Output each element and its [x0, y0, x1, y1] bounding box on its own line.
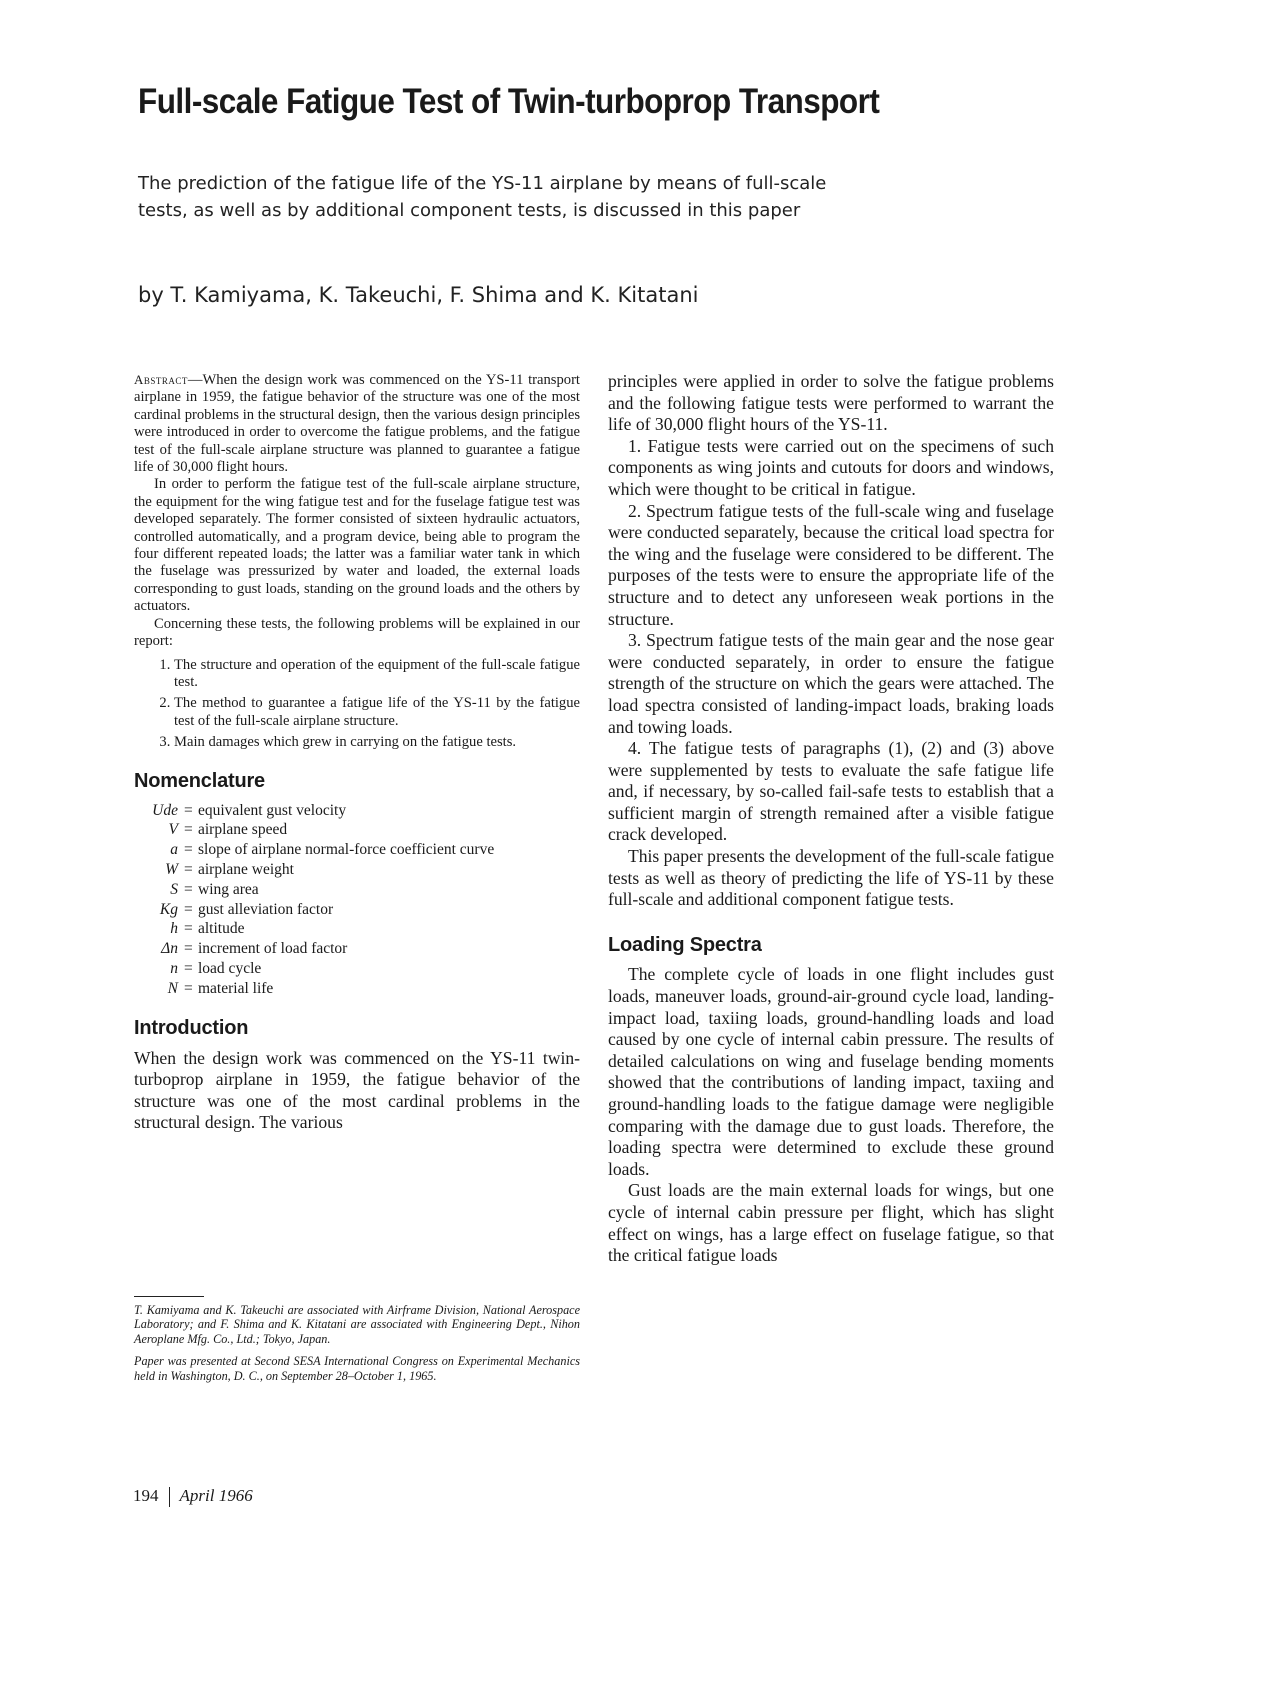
equals-sign: =	[184, 801, 193, 819]
nomenclature-definition: gust alleviation factor	[198, 900, 334, 918]
section-heading-nomenclature: Nomenclature	[134, 769, 265, 792]
abstract-paragraph: Concerning these tests, the following problems will be explained in our report:	[134, 615, 580, 650]
nomenclature-definition: increment of load factor	[198, 940, 348, 958]
nomenclature-definition: altitude	[198, 920, 245, 938]
nomenclature-item	[134, 979, 580, 999]
nomenclature-symbol: h	[170, 920, 178, 938]
nomenclature-symbol: Δn	[161, 940, 178, 958]
nomenclature-definition: load cycle	[198, 959, 262, 977]
section-heading-introduction: Introduction	[134, 1016, 249, 1039]
nomenclature-definition: material life	[198, 979, 274, 997]
abstract-list	[134, 657, 580, 752]
body-paragraph: Gust loads are the main external loads for wings, but one cycle of internal cabin pressure per flight, which has slight effect on wings, has a large effect on fuselage fatigue, so that the critical fatigue loads	[608, 1180, 1054, 1266]
equals-sign: =	[184, 880, 193, 898]
nomenclature-definition: slope of airplane normal-force coefficient curve	[198, 841, 495, 859]
equals-sign: =	[184, 900, 193, 918]
nomenclature-symbol: N	[167, 979, 178, 997]
nomenclature-symbol: n	[170, 959, 178, 977]
footnotes	[134, 1296, 580, 1391]
nomenclature-item	[134, 939, 580, 959]
paper-subtitle: The prediction of the fatigue life of the YS-11 airplane by means of full-scale tests, as well as by additional component tests, is discussed in this paper	[138, 173, 827, 221]
numbered-paragraph: 2. Spectrum fatigue tests of the full-scale wing and fuselage were conducted separately, because the critical load spectra for the wing and the fuselage were considered to be different. The purposes of the tests were to ensure the appropriate life of the structure and to detect any unforeseen weak portions in the structure.	[608, 500, 1054, 629]
right-column	[608, 371, 1054, 1267]
equals-sign: =	[184, 860, 193, 878]
body-paragraph: The complete cycle of loads in one flight includes gust loads, maneuver loads, ground-air-ground cycle load, landing-impact load, taxiing loads, ground-handling loads and load caused by one cycle of internal cabin pressure. The results of detailed calculations on wing and fuselage bending moments showed that the contributions of landing impact, taxiing and ground-handling loads to the fatigue damage were negligible comparing with the damage due to gust loads. Therefore, the loading spectra were determined to exclude these ground loads.	[608, 964, 1054, 1179]
nomenclature-symbol: Kg	[159, 900, 178, 918]
nomenclature-definition: airplane speed	[198, 821, 288, 839]
equals-sign: =	[184, 979, 193, 997]
footnote: T. Kamiyama and K. Takeuchi are associated with Airframe Division, National Aerospace Laboratory; and F. Shima and K. Kitatani are associated with Engineering Dept., Nihon Aeroplane Mfg. Co., Ltd.; Tokyo, Japan.	[134, 1303, 580, 1346]
equals-sign: =	[184, 821, 193, 839]
equals-sign: =	[184, 940, 193, 958]
nomenclature-symbol: Ude	[152, 801, 178, 819]
footnote: Paper was presented at Second SESA International Congress on Experimental Mechanics held in Washington, D. C., on September 28–October 1, 1965.	[134, 1354, 580, 1383]
nomenclature-item	[134, 959, 580, 979]
abstract	[134, 371, 580, 651]
abstract-label: Abstract	[134, 372, 188, 387]
abstract-paragraph: In order to perform the fatigue test of the full-scale airplane structure, the equipment for the wing fatigue test and for the fuselage fatigue test was developed separately. The former consisted of sixteen hydraulic actuators, controlled automatically, and a program device, being able to program the four different repeated loads; the latter was a familiar water tank in which the fuselage was pressurized by water and loaded, the external loads corresponding to gust loads, standing on the ground loads and the others by actuators.	[134, 476, 580, 615]
nomenclature-symbol: S	[170, 880, 178, 898]
list-item: 1. The structure and operation of the equipment of the full-scale fatigue test.	[174, 657, 580, 692]
nomenclature-item	[134, 820, 580, 840]
nomenclature-symbol: V	[168, 821, 178, 839]
equals-sign: =	[184, 841, 193, 859]
issue-date: April 1966	[179, 1486, 253, 1505]
nomenclature-item	[134, 900, 580, 920]
body-paragraph: principles were applied in order to solve the fatigue problems and the following fatigue tests were performed to warrant the life of 30,000 flight hours of the YS-11.	[608, 371, 1054, 435]
body-paragraph: This paper presents the development of the full-scale fatigue tests as well as theory of predicting the life of YS-11 by these full-scale and additional component fatigue tests.	[608, 846, 1055, 910]
nomenclature-item	[134, 919, 580, 939]
numbered-paragraph: 3. Spectrum fatigue tests of the main gear and the nose gear were conducted separately, in order to ensure the fatigue strength of the structure on which the gears were attached. The load spectra consisted of landing-impact loads, braking loads and towing loads.	[608, 630, 1054, 737]
footnote-rule	[134, 1296, 204, 1297]
paper-title: Full-scale Fatigue Test of Twin-turboprop Transport	[138, 82, 880, 121]
nomenclature-item	[134, 860, 580, 880]
equals-sign: =	[184, 920, 193, 938]
footer-divider	[169, 1487, 170, 1507]
paper-authors: by T. Kamiyama, K. Takeuchi, F. Shima and K. Kitatani	[138, 283, 699, 307]
nomenclature-symbol: a	[170, 841, 178, 859]
equals-sign: =	[184, 959, 193, 977]
section-heading-loading-spectra: Loading Spectra	[608, 933, 762, 956]
nomenclature-symbol: W	[165, 860, 178, 878]
nomenclature-item	[134, 880, 580, 900]
list-item: 2. The method to guarantee a fatigue life of the YS-11 by the fatigue test of the full-scale airplane structure.	[174, 695, 580, 730]
body-paragraph: When the design work was commenced on the YS-11 twin-turboprop airplane in 1959, the fatigue behavior of the structure was one of the most cardinal problems in the structural design. The various	[134, 1047, 580, 1133]
nomenclature-definition: wing area	[198, 880, 259, 898]
left-column	[134, 371, 580, 1383]
nomenclature-list	[134, 801, 580, 999]
page-footer	[133, 1486, 253, 1507]
nomenclature-item	[134, 840, 580, 860]
page-number: 194	[133, 1486, 159, 1505]
list-item: 3. Main damages which grew in carrying on the fatigue tests.	[174, 734, 580, 751]
numbered-paragraph: 4. The fatigue tests of paragraphs (1), (2) and (3) above were supplemented by tests to evaluate the safe fatigue life and, if necessary, by so-called fail-safe tests to establish that a sufficient margin of strength remained after a visible fatigue crack developed.	[608, 738, 1054, 845]
numbered-paragraph: 1. Fatigue tests were carried out on the specimens of such components as wing joints and cutouts for doors and windows, which were thought to be critical in fatigue.	[608, 435, 1054, 499]
abstract-paragraph: —When the design work was commenced on the YS-11 transport airplane in 1959, the fatigue behavior of the structure was one of the most cardinal problems in the structural design, then the various design principles were introduced in order to overcome the fatigue problems, and the fatigue test of the full-scale airplane structure was planned to guarantee a fatigue life of 30,000 flight hours.	[134, 372, 580, 476]
nomenclature-definition: equivalent gust velocity	[198, 801, 347, 819]
nomenclature-item	[134, 801, 580, 821]
nomenclature-definition: airplane weight	[198, 860, 294, 878]
